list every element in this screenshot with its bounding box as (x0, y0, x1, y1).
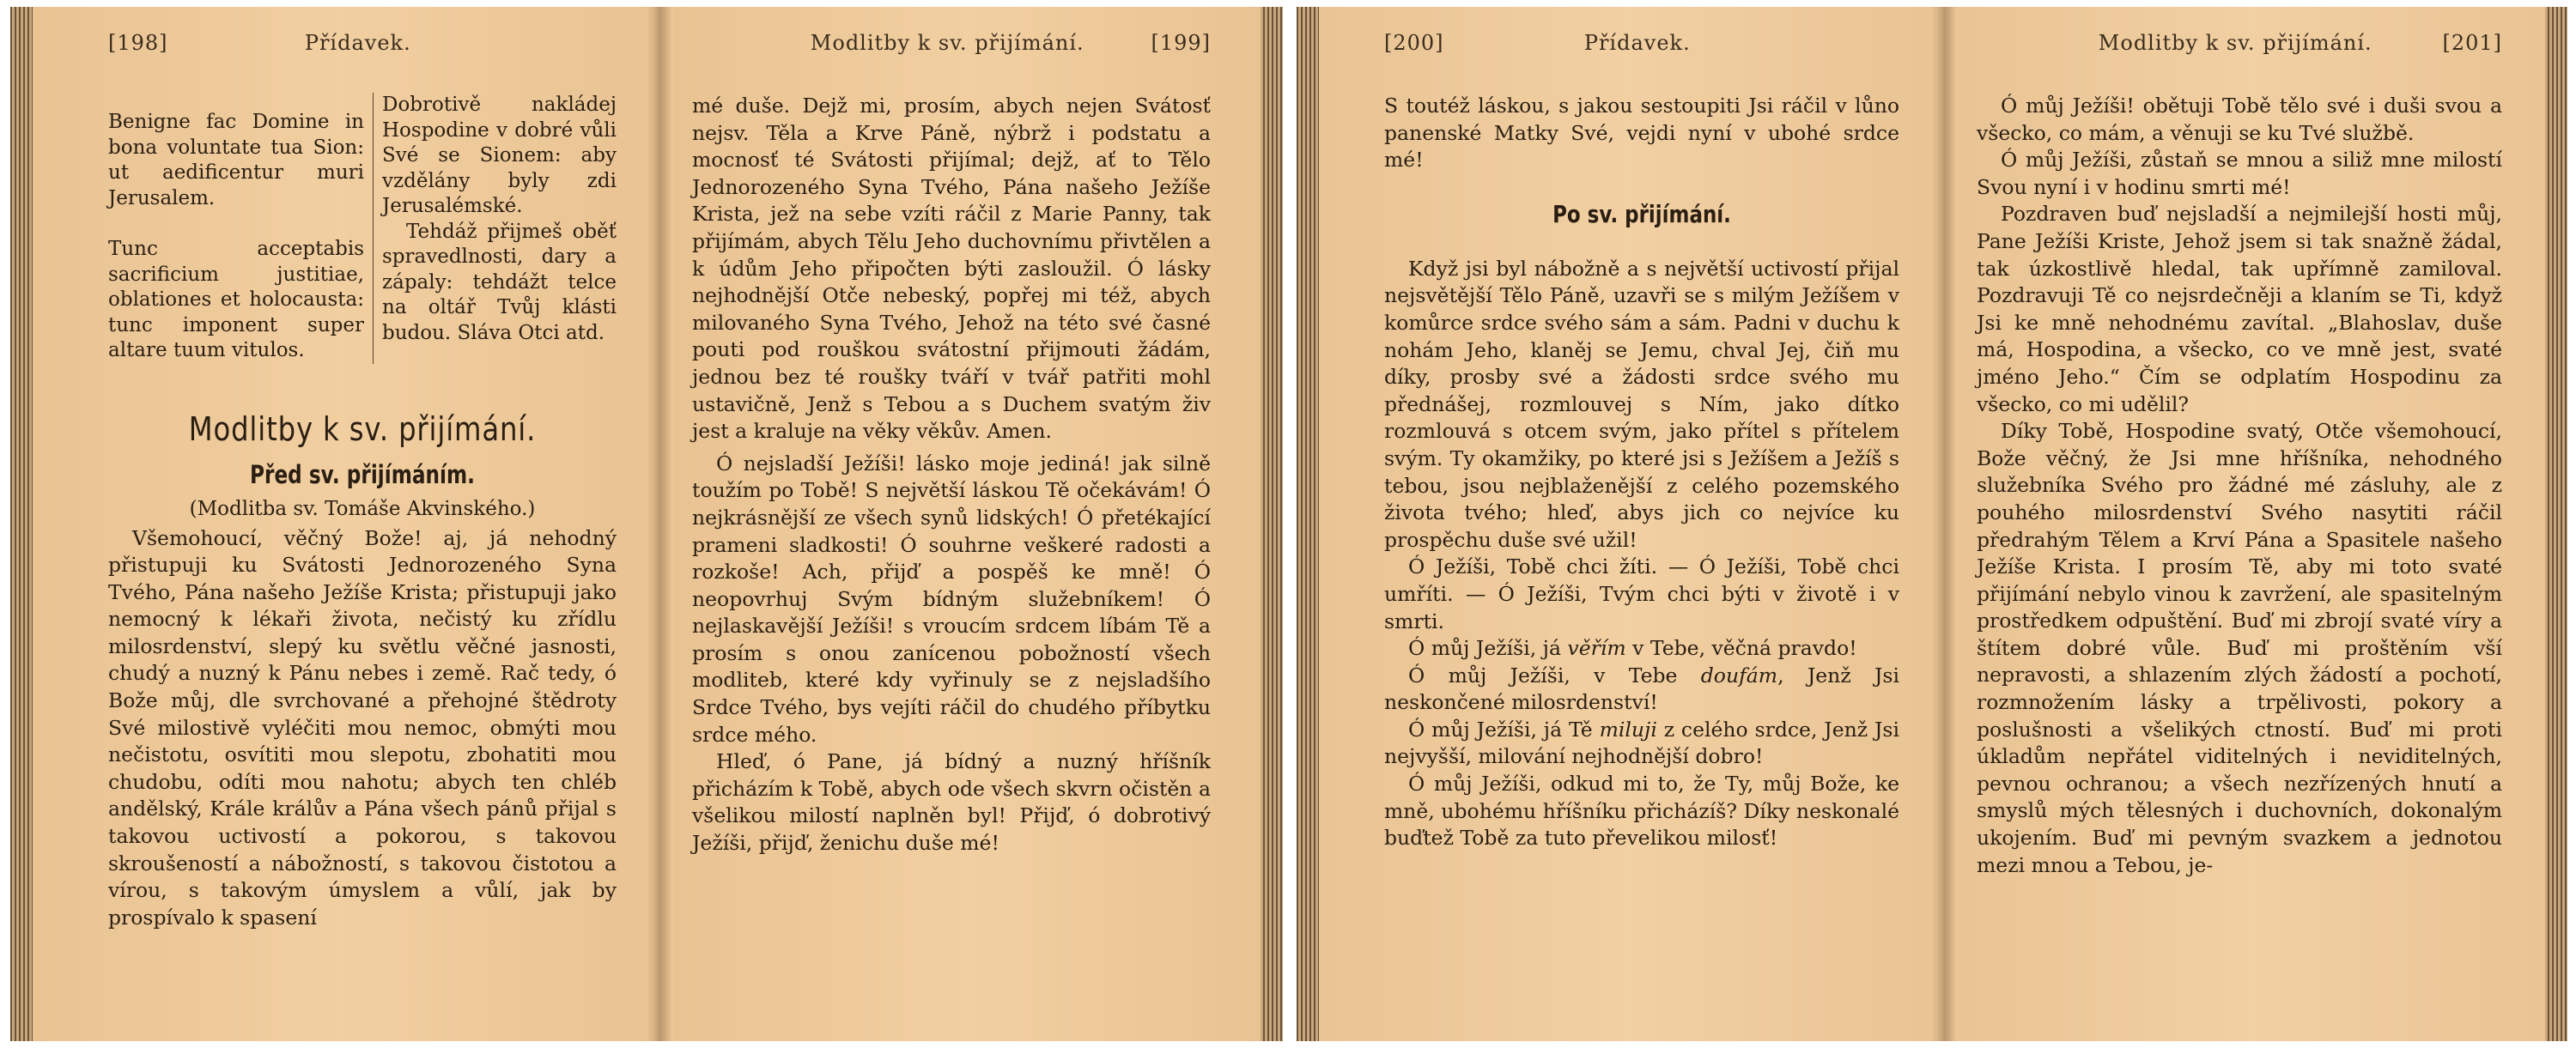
running-head: Přídavek. (304, 31, 411, 55)
body-paragraph: Ó můj Ježíši! obětuji Tobě tělo své i duši svou a všecko, co mám, a věnuji se ku Tvé službě. (1977, 94, 2502, 145)
page-200 (1319, 7, 1935, 1041)
body-paragraph: Hleď, ó Pane, já bídný a nuzný hříšník přicházím k Tobě, abych ode všech skvrn očistěn a všelikou milostí naplněn byl! Přijď, ó dobrotivý Ježíši, přijď, ženichu duše mé! (692, 749, 1211, 856)
body-paragraph: Ó můj Ježíši, zůstaň se mnou a siliž mne milostí Svou nyní i v hodinu smrti mé! (1977, 148, 2502, 199)
latin-column (108, 93, 374, 364)
body-paragraph: Když jsi byl nábožně a s největší uctivostí přijal nejsvětější Tělo Páně, uzavři se s milým Ježíšem v komůrce srdce svého sám a sám. Padni v duchu k nohám Jeho, klaněj se Jemu, chval Jej, čiň mu díky, prosby své a žádosti srdce svého mu přednášej, rozmlouvej s Ním, jako dítko rozmlouvá s otcem svým, jako přítel s přítelem svým. Ty okamžiky, po které jsi s Ježíšem a Ježíš s tebou, jsou nejblaženější z celého pozemského života tvého; hleď, abys jich co nejvíce ku prospěchu duše své užil! (1384, 256, 1899, 552)
page-201 (1958, 7, 2545, 1041)
page-header (1384, 31, 1899, 55)
page-header (1977, 31, 2502, 55)
body-paragraph: Ó můj Ježíši, odkud mi to, že Ty, můj Bože, ke mně, ubohému hříšníku přicházíš? Díky neskonalé buďtež Tobě za tuto převelikou milosť! (1384, 772, 1899, 851)
body-paragraph: Ó můj Ježíši, já Tě miluji z celého srdce, Jenž Jsi nejvyšší, milování nejhodnější dobro! (1384, 717, 1899, 769)
page-199 (673, 7, 1261, 1041)
body-paragraph: Díky Tobě, Hospodine svatý, Otče všemohoucí, Bože věčný, že Jsi mne hříšníka, nehodného služebníka Svého pro žádné mé zásluhy, ale z pouhého milosrdenství Svého nasytiti ráčil předrahým Tělem a Krví Pána a Spasitele našeho Ježíše Krista. I prosím Tě, aby mi toto svaté přijímání nebylo vinou k zavržení, ale spasitelným prostředkem odpuštění. Buď mi zbrojí svaté víry a štítem dobré vůle. Buď mi proštěním vší nepravosti, a shlazením zlých žádostí a pochotí, rozmnožením lásky a trpělivosti, pokory a poslušnosti a všelikých ctností. Buď mi proti úkladům nepřátel viditelných i neviditelných, pevnou ochranou; a všech nezřízených hnutí a smyslů mých tělesných i duchovních, dokonalým ukojením. Buď mi pevným svazkem a jednotou mezi mnou a Tebou, je- (1977, 419, 2502, 877)
body-paragraph: Ó můj Ježíši, já věřím v Tebe, věčná pravdo! (1408, 636, 1857, 661)
body-paragraph: S toutéž láskou, s jakou sestoupiti Jsi ráčil v lůno panenské Matky Své, vejdi nyní v ubohé srdce mé! (1384, 94, 1899, 173)
page-edges-right (1261, 7, 1283, 1041)
book-spread-198-199 (10, 7, 1283, 1041)
book-gutter (1932, 7, 1958, 1041)
book-spread-200-201 (1297, 7, 2567, 1041)
page-edges-left (1297, 7, 1319, 1041)
czech-verse: Tehdáž přijmeš oběť spravedlnosti, dary a zápaly: tehdážt telce na oltář Tvůj klásti budou. Sláva Otci atd. (382, 220, 617, 344)
body-paragraph: Ó Ježíši, Tobě chci žíti. — Ó Ježíši, Tobě chci umříti. — Ó Ježíši, Tvým chci býti v životě i v smrti. (1384, 554, 1899, 633)
section-title: Po sv. přijímání. (1552, 199, 1731, 228)
page-number: [198] (108, 31, 168, 55)
page-header (692, 31, 1211, 55)
body-paragraph: Všemohoucí, věčný Bože! aj, já nehodný přistupuji ku Svátosti Jednorozeného Syna Tvého, Pána našeho Ježíše Krista; přistupuji jako nemocný k lékaři života, nečistý ku zřídlu milosrdenství, slepý ku světlu věčné jasnosti, chudý a nuzný k Pánu nebes i země. Rač tedy, ó Bože můj, dle svrchované a přehojné štědroty Své milostivě vyléčiti mou nemoc, obmýti mou nečistotu, osvítiti mou slepotu, zbohatiti mou chudobu, odíti mou nahotu; abych ten chléb andělský, Krále králův a Pána všech pánů přijal s takovou uctivostí a pokorou, s takovou skroušeností a nábožností, s takovou čistotou a vírou, s takovým úmyslem a vůlí, jak by prospívalo k spasení (108, 525, 617, 930)
latin-verse: Tunc acceptabis sacrificium justitiae, oblationes et holocausta: tunc imponent super altare tuum vitulos. (108, 238, 364, 361)
page-number: [201] (2442, 31, 2502, 55)
latin-verse: Benigne fac Domine in bona voluntate tua Sion: ut aedificentur muri Jerusalem. (108, 111, 364, 209)
attribution: (Modlitba sv. Tomáše Akvinského.) (189, 497, 536, 520)
running-head: Modlitby k sv. přijímání. (2098, 31, 2372, 55)
page-edges-left (10, 7, 33, 1041)
page-number: [199] (1151, 31, 1211, 55)
running-head: Modlitby k sv. přijímání. (810, 31, 1084, 55)
body-paragraph: Ó nejsladší Ježíši! lásko moje jediná! jak silně toužím po Tobě! S největší láskou Tě očekávám! Ó nejkrásnější ze všech synů lidských! Ó přetékající prameni sladkosti! Ó souhrne veškeré radosti a rozkoše! Ach, přijď a pospěš ke mně! Ó neopovrhuj Svým bídným služebníkem! Ó nejlaskavější Ježíši! s vroucím srdcem líbám Tě a prosím s onou zanícenou pobožností všech modliteb, které kdy vyřinuly se z nejsladšího Srdce Tvého, bys vejíti ráčil do chudého příbytku srdce mého. (692, 451, 1211, 747)
body-paragraph: Pozdraven buď nejsladší a nejmilejší hosti můj, Pane Ježíši Kriste, Jehož jsem si tak snažně žádal, tak úzkostlivě hledal, tak upřímně zamiloval. Pozdravuji Tě co nejsrdečněji a klaním se Ti, když Jsi ke mně nehodnému zavítal. „Blahoslav, duše má, Hospodina, a všecko, co ve mně jest, svaté jméno Jeho.“ Čím se odplatím Hospodinu za všecko, co mi udělil? (1977, 202, 2502, 416)
body-paragraph: Ó můj Ježíši, v Tebe doufám, Jenž Jsi neskončené milosrdenství! (1384, 663, 1899, 715)
page-edges-right (2545, 7, 2567, 1041)
czech-verse: Dobrotivě nakládej Hospodine v dobré vůli Své se Sionem: aby vzdělány byly zdi Jerusalémské. (382, 94, 617, 217)
psalm-parallel-columns (108, 93, 617, 364)
book-gutter (647, 7, 673, 1041)
czech-column (374, 93, 617, 364)
section-title: Před sv. přijímáním. (250, 459, 475, 489)
chapter-title: Modlitby k sv. přijímání. (188, 409, 537, 448)
page-number: [200] (1384, 31, 1444, 55)
body-paragraph: mé duše. Dejž mi, prosím, abych nejen Svátosť nejsv. Těla a Krve Páně, nýbrž i podstatu a mocnosť té Svátosti přijímal; dejž, ať to Tělo Jednorozeného Syna Tvého, Pána našeho Ježíše Krista, jež na sebe vzíti ráčil z Marie Panny, tak přijímám, abych Tělu Jeho duchovnímu přivtělen a k údům Jeho připočten býti zasloužil. Ó lásky nejhodnější Otče nebeský, popřej mi též, abych milovaného Syna Tvého, Jehož na této své časné pouti pod rouškou svátostní přijmouti žádám, jednou bez té roušky tváří v tvář patřiti mohl ustavičně, Jenž s Tebou a s Duchem svatým živ jest a kraluje na věky věkův. Amen. (692, 94, 1211, 444)
emphasis: doufám (1700, 663, 1778, 688)
page-header (108, 31, 617, 55)
running-head: Přídavek. (1583, 31, 1691, 55)
emphasis: věřím (1567, 636, 1626, 661)
emphasis: miluji (1599, 717, 1657, 742)
page-198 (33, 7, 651, 1041)
